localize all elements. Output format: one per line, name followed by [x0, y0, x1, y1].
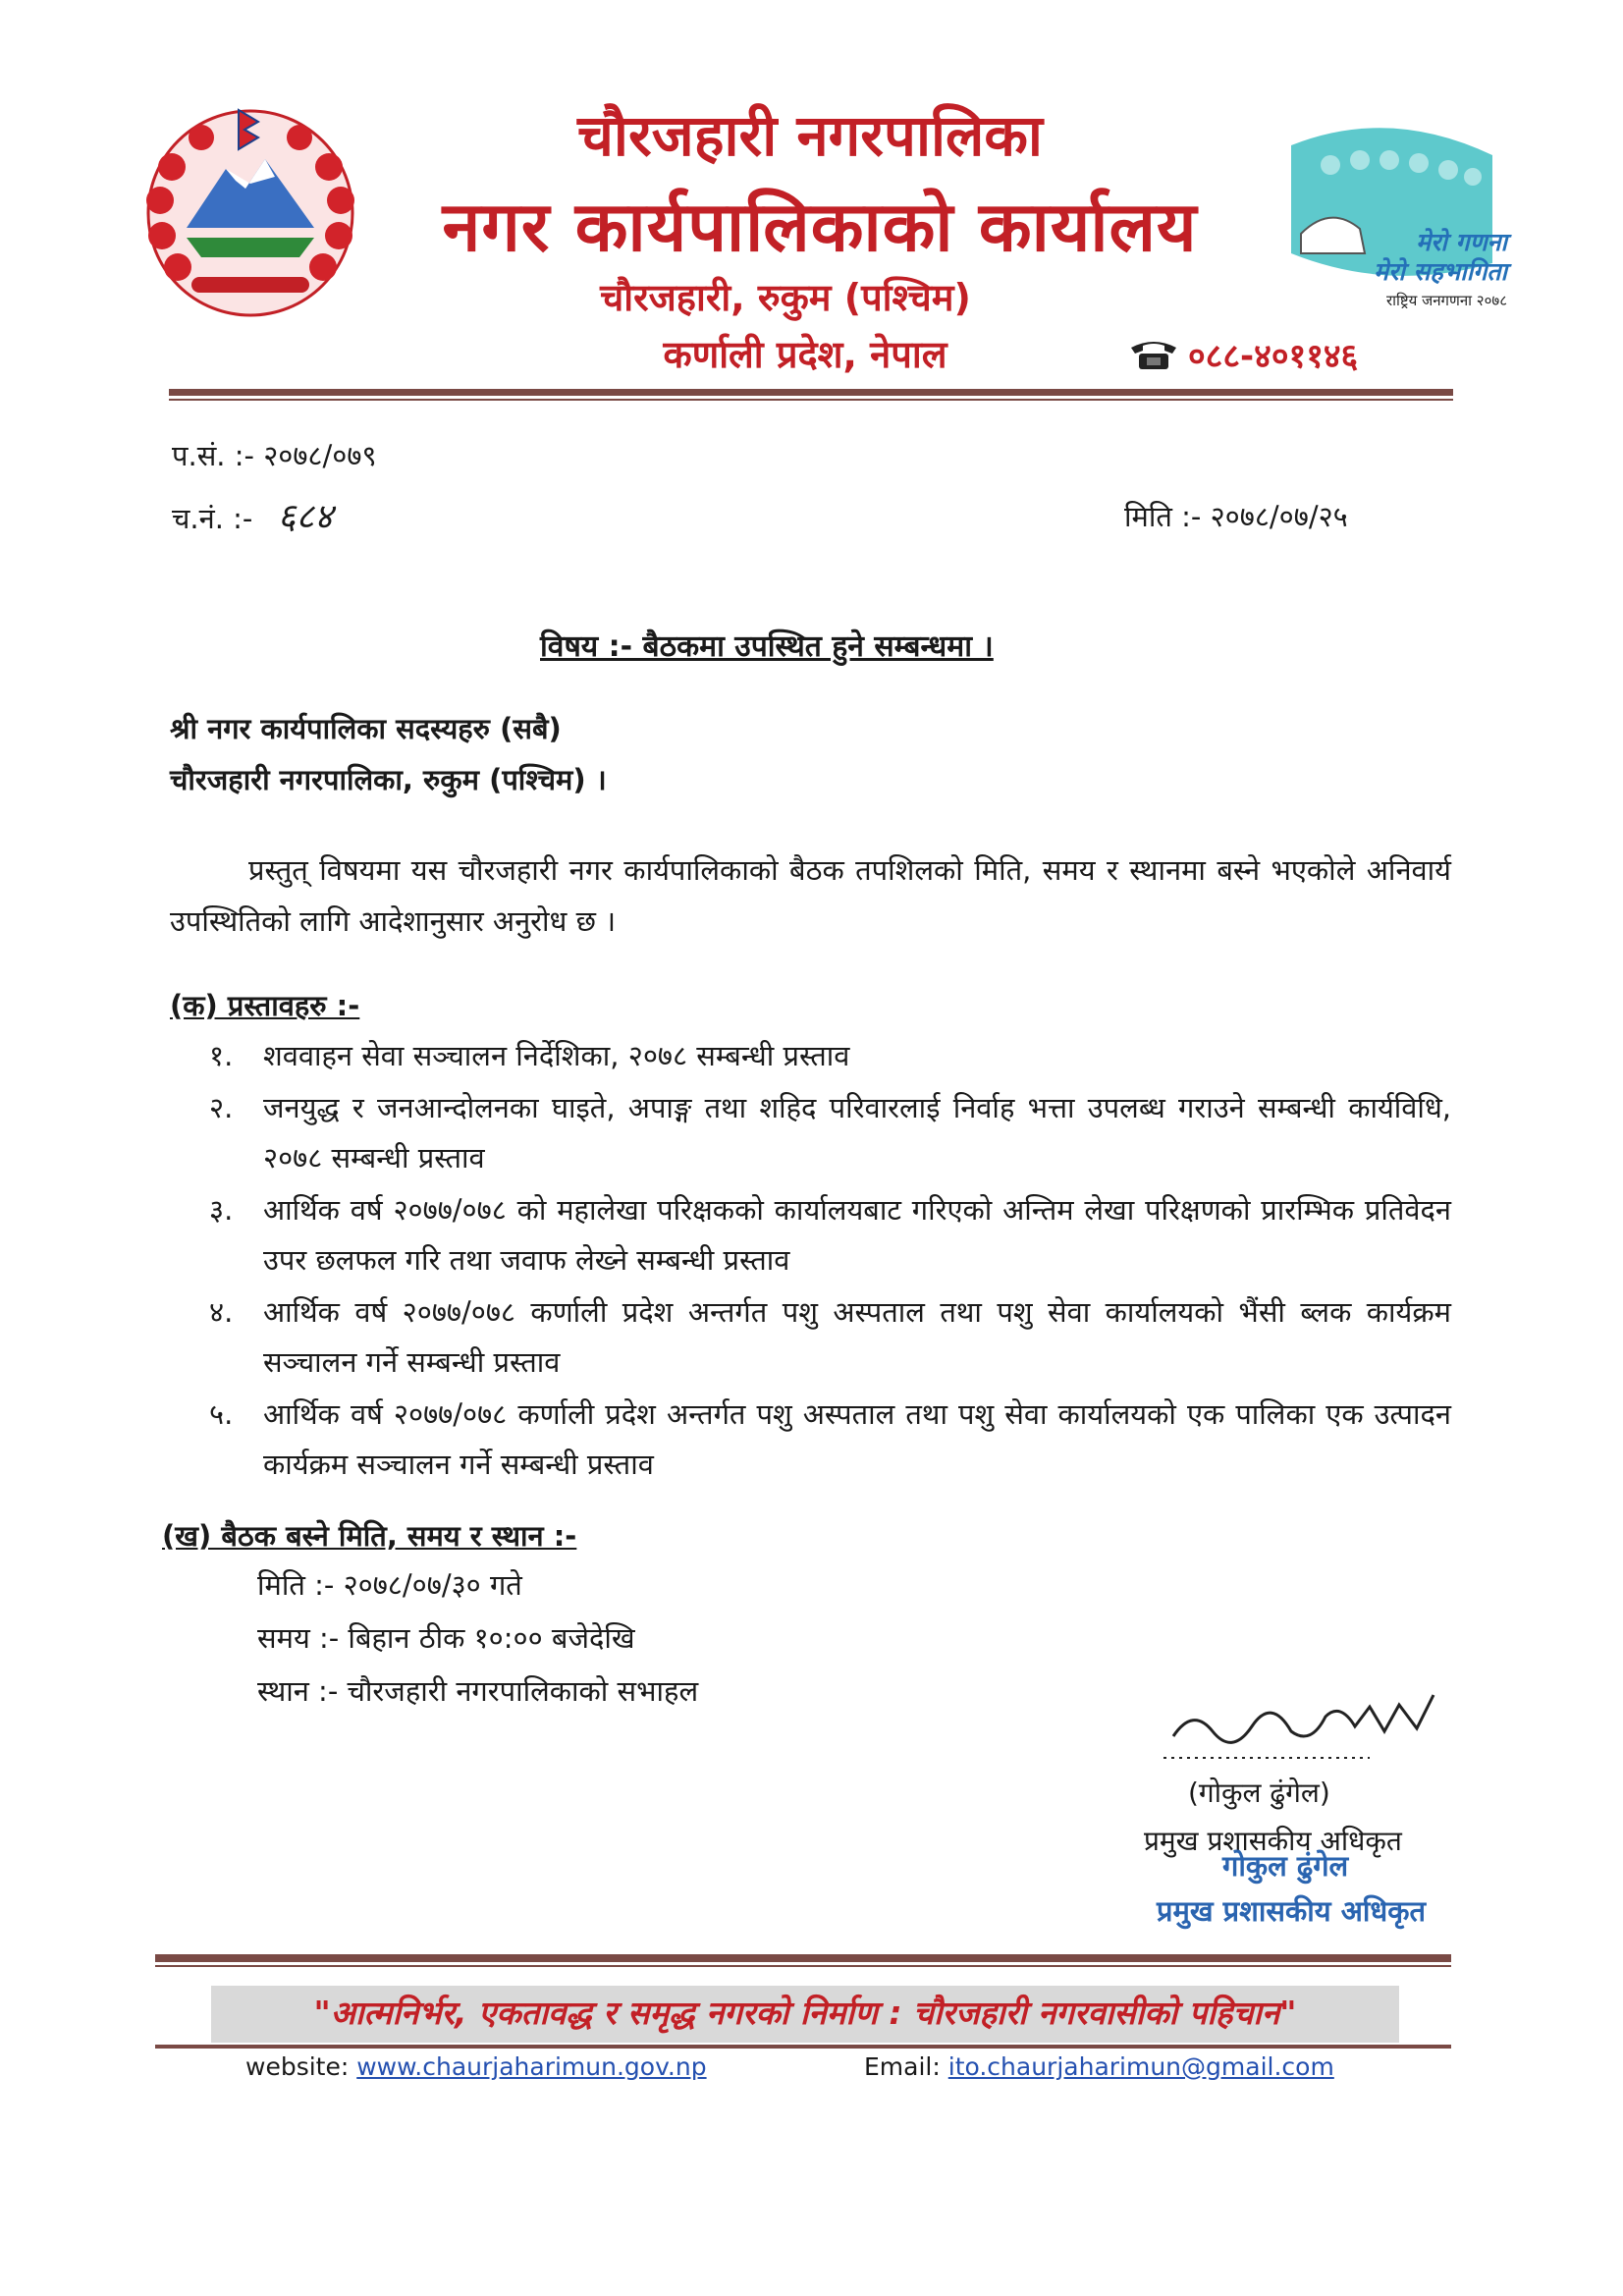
- reference-number-value: २०७८/०७९: [263, 439, 377, 472]
- list-item-number: ४.: [209, 1295, 234, 1329]
- municipality-motto: "आत्मनिर्भर, एकतावद्ध र समृद्ध नगरको निर्माण : चौरजहारी नगरवासीको पहिचान": [313, 1994, 1297, 2032]
- census-slogan: [1281, 228, 1507, 287]
- list-item-text: आर्थिक वर्ष २०७७/०७८ कर्णाली प्रदेश अन्तर्गत पशु अस्पताल तथा पशु सेवा कार्यालयको एक पालिका एक उत्पादन कार्यक्रम सञ्चालन गर्ने सम्बन्धी प्रस्ताव: [263, 1397, 1451, 1481]
- census-subtitle: राष्ट्रिय जनगणना २०७८: [1385, 292, 1507, 309]
- municipality-name: चौरजहारी नगरपालिका: [577, 102, 1043, 169]
- website-link[interactable]: www.chaurjaharimun.gov.np: [356, 2052, 707, 2081]
- letter-date: [1124, 497, 1348, 535]
- reference-number: [172, 436, 377, 474]
- letter-date-label: मिति :-: [1124, 500, 1202, 533]
- list-item: [209, 1185, 1451, 1285]
- office-province: कर्णाली प्रदेश, नेपाल: [663, 333, 947, 376]
- signatory-title: प्रमुख प्रशासकीय अधिकृत: [1144, 1825, 1402, 1857]
- header-divider: [169, 389, 1453, 396]
- footer-email: [864, 2052, 1334, 2081]
- addressee-line-2: चौरजहारी नगरपालिका, रुकुम (पश्चिम) ।: [170, 763, 607, 796]
- list-item-text: आर्थिक वर्ष २०७७/०७८ को महालेखा परिक्षकको कार्यालयबाट गरिएको अन्तिम लेखा परिक्षणको प्रारम्भिक प्रतिवेदन उपर छलफल गरि तथा जवाफ लेख्ने सम्बन्धी प्रस्ताव: [263, 1193, 1451, 1277]
- proposals-list: [209, 1031, 1451, 1492]
- list-item-number: ५.: [209, 1397, 234, 1431]
- office-phone: [1127, 332, 1358, 377]
- list-item-text: आर्थिक वर्ष २०७७/०७८ कर्णाली प्रदेश अन्तर्गत पशु अस्पताल तथा पशु सेवा कार्यालयको भैंसी ब्लक कार्यक्रम सञ्चालन गर्ने सम्बन्धी प्रस्ताव: [263, 1295, 1451, 1379]
- meeting-date: मिति :- २०७८/०७/३० गते: [257, 1568, 522, 1602]
- proposals-heading: (क) प्रस्तावहरु :-: [170, 989, 360, 1022]
- dispatch-number-label: च.नं. :-: [172, 502, 253, 535]
- dispatch-number-value: ६८४: [277, 497, 333, 537]
- footer-website: [245, 2052, 707, 2081]
- list-item: [209, 1287, 1451, 1388]
- stamp-title: प्रमुख प्रशासकीय अधिकृत: [1157, 1894, 1427, 1928]
- list-item: [209, 1390, 1451, 1490]
- stamp-name: गोकुल ढुंगेल: [1222, 1849, 1349, 1883]
- footer-divider: [155, 1954, 1451, 1962]
- office-location: चौरजहारी, रुकुम (पश्चिम): [600, 276, 971, 319]
- list-item-number: १.: [209, 1039, 234, 1072]
- meeting-place: स्थान :- चौरजहारी नगरपालिकाको सभाहल: [257, 1674, 699, 1708]
- phone-number: ०८८-४०११४६: [1188, 337, 1359, 376]
- letter-subject: विषय :- बैठकमा उपस्थित हुने सम्बन्धमा ।: [540, 629, 994, 664]
- signatory-name: (गोकुल ढुंगेल): [1188, 1777, 1330, 1809]
- list-item: [209, 1083, 1451, 1183]
- website-label: website:: [245, 2052, 350, 2081]
- list-item-text: जनयुद्ध र जनआन्दोलनका घाइते, अपाङ्ग तथा शहिद परिवारलाई निर्वाह भत्ता उपलब्ध गराउने सम्बन्धी कार्यविधि, २०७८ सम्बन्धी प्रस्ताव: [263, 1091, 1451, 1175]
- handwritten-signature: [1154, 1687, 1448, 1776]
- header-divider-thin: [169, 399, 1453, 401]
- list-item: [209, 1031, 1451, 1081]
- footer-divider-thin: [155, 1965, 1451, 1967]
- dispatch-number: [172, 491, 333, 539]
- office-name: नगर कार्यपालिकाको कार्यालय: [442, 187, 1198, 267]
- letter-paragraph: प्रस्तुत् विषयमा यस चौरजहारी नगर कार्यपालिकाको बैठक तपशिलको मिति, समय र स्थानमा बस्ने भएकोले अनिवार्य उपस्थितिको लागि आदेशानुसार अनुरोध छ ।: [170, 853, 1451, 938]
- addressee-line-1: श्री नगर कार्यपालिका सदस्यहरु (सबै): [170, 712, 562, 745]
- meeting-heading: (ख) बैठक बस्ने मिति, समय र स्थान :-: [162, 1519, 577, 1553]
- census-slogan-line1: मेरो गणना: [1416, 228, 1507, 256]
- email-label: Email:: [864, 2052, 941, 2081]
- letter-date-value: २०७८/०७/२५: [1210, 500, 1348, 533]
- list-item-number: २.: [209, 1091, 234, 1124]
- email-link[interactable]: ito.chaurjaharimun@gmail.com: [947, 2052, 1334, 2081]
- reference-number-label: प.सं. :-: [172, 439, 254, 472]
- motto-underline: [155, 2045, 1451, 2049]
- meeting-time: समय :- बिहान ठीक १०:०० बजेदेखि: [257, 1621, 635, 1655]
- list-item-number: ३.: [209, 1193, 234, 1227]
- telephone-icon: [1127, 338, 1180, 371]
- nepal-emblem-logo: [133, 90, 368, 321]
- census-slogan-line2: मेरो सहभागिता: [1374, 257, 1507, 286]
- list-item-text: शववाहन सेवा सञ्चालन निर्देशिका, २०७८ सम्बन्धी प्रस्ताव: [263, 1039, 850, 1072]
